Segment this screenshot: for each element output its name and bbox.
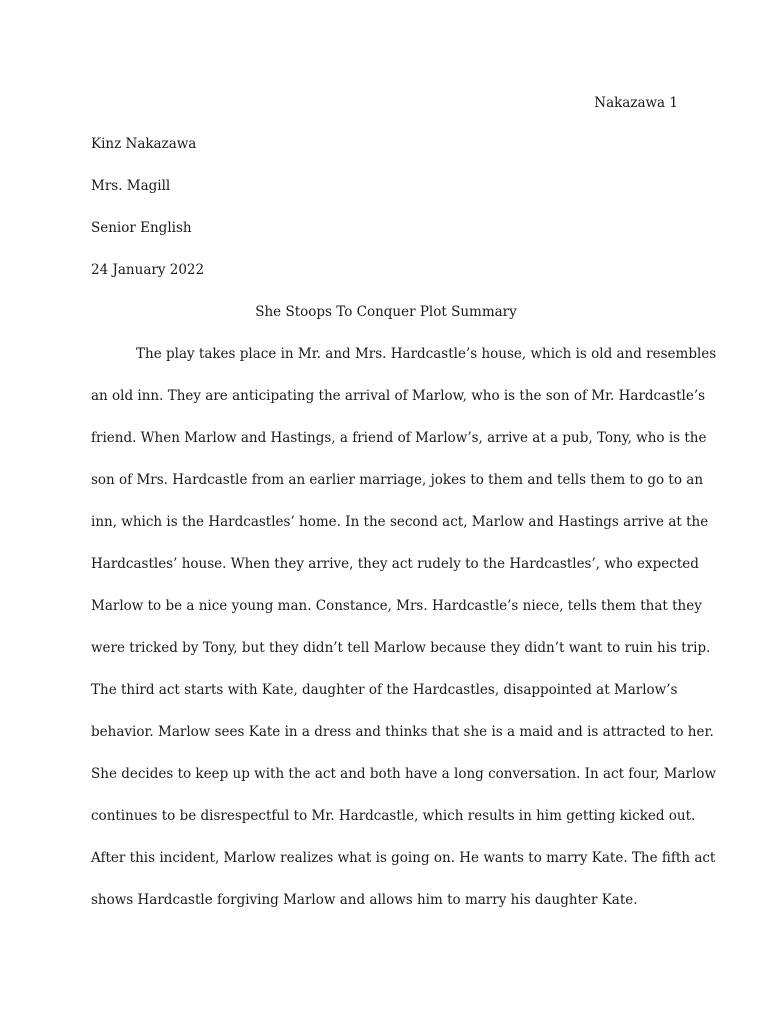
body-line: shows Hardcastle forgiving Marlow and allows him to marry his daughter Kate. bbox=[91, 892, 638, 908]
body-line: inn, which is the Hardcastles’ home. In the second act, Marlow and Hastings arrive at the bbox=[91, 514, 709, 530]
body-line: After this incident, Marlow realizes what is going on. He wants to marry Kate. The fifth act bbox=[91, 850, 716, 866]
body-line: The play takes place in Mr. and Mrs. Hardcastle’s house, which is old and resembles bbox=[136, 346, 717, 362]
body-line: The third act starts with Kate, daughter of the Hardcastles, disappointed at Marlow’s bbox=[91, 682, 678, 698]
body-line: friend. When Marlow and Hastings, a friend of Marlow’s, arrive at a pub, Tony, who is the bbox=[91, 430, 707, 446]
body-line: continues to be disrespectful to Mr. Hardcastle, which results in him getting kicked out. bbox=[91, 808, 696, 824]
body-line: son of Mrs. Hardcastle from an earlier marriage, jokes to them and tells them to go to an bbox=[91, 472, 704, 488]
body-line: behavior. Marlow sees Kate in a dress and thinks that she is a maid and is attracted to her. bbox=[91, 724, 714, 740]
student-name: Kinz Nakazawa bbox=[91, 136, 197, 152]
mla-heading bbox=[91, 134, 681, 344]
document-date: 24 January 2022 bbox=[91, 262, 205, 278]
body-line: Hardcastles’ house. When they arrive, they act rudely to the Hardcastles’, who expected bbox=[91, 556, 699, 572]
course-name: Senior English bbox=[91, 220, 192, 236]
page-number-label: Nakazawa 1 bbox=[594, 95, 678, 111]
body-line: Marlow to be a nice young man. Constance, Mrs. Hardcastle’s niece, tells them that they bbox=[91, 598, 702, 614]
body-line: She decides to keep up with the act and both have a long conversation. In act four, Marlow bbox=[91, 766, 716, 782]
body-paragraph bbox=[91, 344, 717, 932]
teacher-name: Mrs. Magill bbox=[91, 178, 171, 194]
document-title: She Stoops To Conquer Plot Summary bbox=[255, 304, 517, 320]
body-line: were tricked by Tony, but they didn’t tell Marlow because they didn’t want to ruin his trip. bbox=[91, 640, 711, 656]
page-header bbox=[594, 93, 678, 113]
body-line: an old inn. They are anticipating the arrival of Marlow, who is the son of Mr. Hardcastle’s bbox=[91, 388, 706, 404]
